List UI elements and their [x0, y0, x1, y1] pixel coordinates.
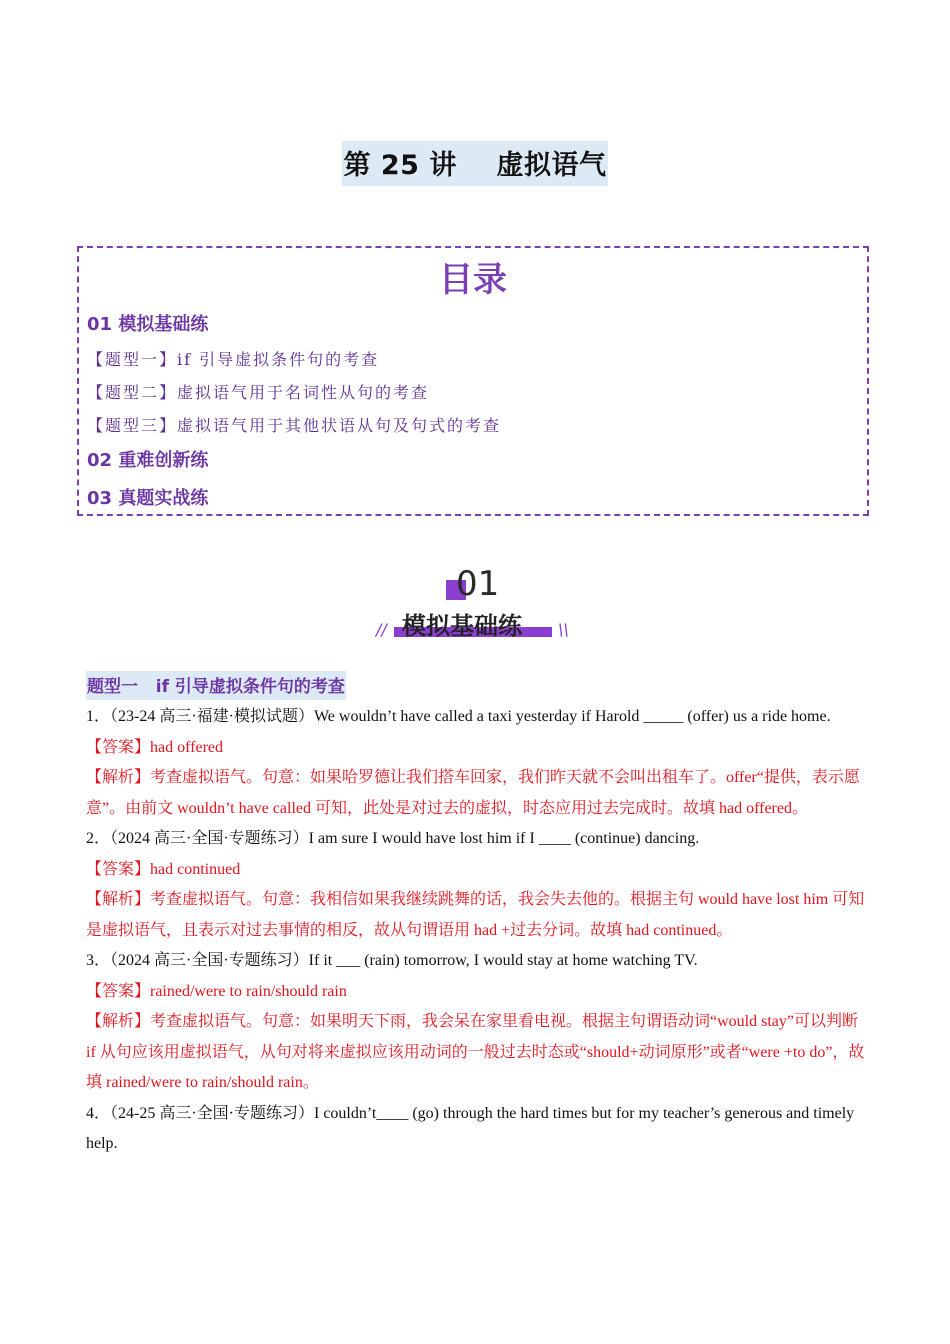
toc-item-section-02[interactable]: 02 重难创新练 [87, 450, 209, 471]
toc-item-section-03[interactable]: 03 真题实战练 [87, 488, 209, 509]
question-1-text: 1．（23-24 高三·福建·模拟试题）We wouldn’t have called a taxi yesterday if Harold _____ (offer) us a ride home. [86, 708, 831, 725]
banner-right-slash-decoration: \\ [558, 620, 569, 639]
question-2-explanation: 【解析】考查虚拟语气。句意：我相信如果我继续跳舞的话，我会失去他的。根据主句 would have lost him 可知是虚拟语气，且表示对过去事情的相反，故从句谓语用 had +过去分词。故填 had continued。 [86, 891, 865, 939]
question-1-answer: 【答案】had offered [86, 738, 224, 756]
toc-item-section-01[interactable]: 01 模拟基础练 [87, 314, 209, 335]
question-4-text: 4．（24-25 高三·全国·专题练习）I couldn’t____ (go) through the hard times but for my teacher’s generous and timely help. [86, 1104, 855, 1152]
question-3-explanation: 【解析】考查虚拟语气。句意：如果明天下雨，我会呆在家里看电视。根据主句谓语动词“would stay”可以判断 if 从句应该用虚拟语气，从句对将来虚拟应该用动词的一般过去时态或“should+动词原形”或者“were +to do”，故填 rained/were to rain/should rain。 [86, 1013, 865, 1091]
banner-left-slash-decoration: // [376, 620, 387, 639]
question-2-answer: 【答案】had continued [86, 860, 241, 878]
banner-title: 模拟基础练 [402, 612, 522, 640]
page-title: 第 25 讲 虚拟语气 [342, 141, 609, 186]
toc-item-type-2[interactable]: 【题型二】虚拟语气用于名词性从句的考查 [87, 383, 430, 402]
title-wrap [0, 141, 950, 186]
toc-item-type-3[interactable]: 【题型三】虚拟语气用于其他状语从句及句式的考查 [87, 416, 502, 435]
section-banner [370, 562, 580, 646]
question-1-explanation: 【解析】考查虚拟语气。句意：如果哈罗德让我们搭车回家，我们昨天就不会叫出租车了。offer“提供，表示愿意”。由前文 wouldn’t have called 可知，此处是对过去的虚拟，时态应用过去完成时。故填 had offered。 [86, 769, 860, 817]
question-2-text: 2．（2024 高三·全国·专题练习）I am sure I would have lost him if I ____ (continue) dancing. [86, 830, 700, 847]
question-type-heading: 题型一 if 引导虚拟条件句的考查 [86, 671, 346, 700]
question-3-text: 3．（2024 高三·全国·专题练习）If it ___ (rain) tomorrow, I would stay at home watching TV. [86, 952, 698, 969]
table-of-contents [77, 246, 869, 516]
banner-number: 01 [456, 564, 500, 604]
toc-item-type-1[interactable]: 【题型一】if 引导虚拟条件句的考查 [87, 350, 380, 369]
question-3-answer: 【答案】rained/were to rain/should rain [86, 982, 347, 1000]
question-list [86, 702, 866, 1160]
toc-heading: 目录 [439, 260, 507, 300]
